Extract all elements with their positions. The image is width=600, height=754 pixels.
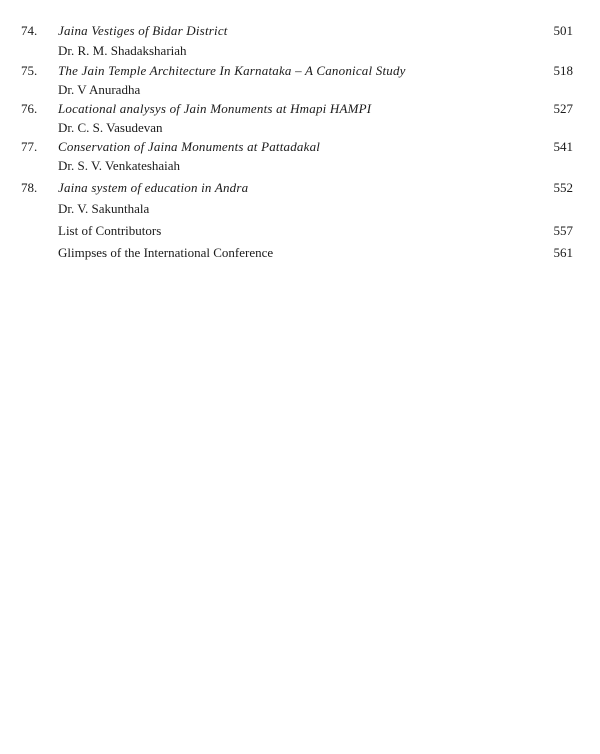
toc-entry-77 <box>0 137 600 157</box>
entry-author: Dr. R. M. Shadakshariah <box>58 43 187 58</box>
entry-author: Dr. C. S. Vasudevan <box>58 120 163 135</box>
entry-number: 75. <box>21 63 38 78</box>
entry-number: 78. <box>21 180 38 195</box>
entry-title: Locational analysys of Jain Monuments at Hmapi HAMPI <box>58 101 372 116</box>
entry-page: 527 <box>553 101 573 116</box>
entry-title: Jaina system of education in Andra <box>58 180 249 195</box>
entry-title: The Jain Temple Architecture In Karnataka – A Canonical Study <box>58 63 406 78</box>
toc-author-75 <box>0 80 600 100</box>
toc-back-matter-glimpses <box>0 243 600 263</box>
toc-entry-74 <box>0 21 600 41</box>
entry-author: Dr. V Anuradha <box>58 82 141 97</box>
entry-page: 518 <box>553 63 573 78</box>
entry-number: 74. <box>21 23 38 38</box>
toc-entry-78 <box>0 178 600 198</box>
toc-back-matter-contributors <box>0 221 600 241</box>
entry-number: 77. <box>21 139 38 154</box>
toc-author-77 <box>0 156 600 176</box>
toc-author-74 <box>0 41 600 61</box>
back-matter-label: Glimpses of the International Conference <box>58 245 274 260</box>
back-matter-page: 557 <box>553 223 573 238</box>
toc-author-78 <box>0 199 600 219</box>
entry-author: Dr. V. Sakunthala <box>58 201 150 216</box>
entry-title: Jaina Vestiges of Bidar District <box>58 23 228 38</box>
back-matter-page: 561 <box>553 245 573 260</box>
toc-entry-75 <box>0 61 600 81</box>
entry-author: Dr. S. V. Venkateshaiah <box>58 158 181 173</box>
back-matter-label: List of Contributors <box>58 223 162 238</box>
entry-title: Conservation of Jaina Monuments at Pattadakal <box>58 139 321 154</box>
entry-page: 552 <box>553 180 573 195</box>
entry-number: 76. <box>21 101 38 116</box>
toc-entry-76 <box>0 99 600 119</box>
toc-author-76 <box>0 118 600 138</box>
entry-page: 501 <box>553 23 573 38</box>
entry-page: 541 <box>553 139 573 154</box>
